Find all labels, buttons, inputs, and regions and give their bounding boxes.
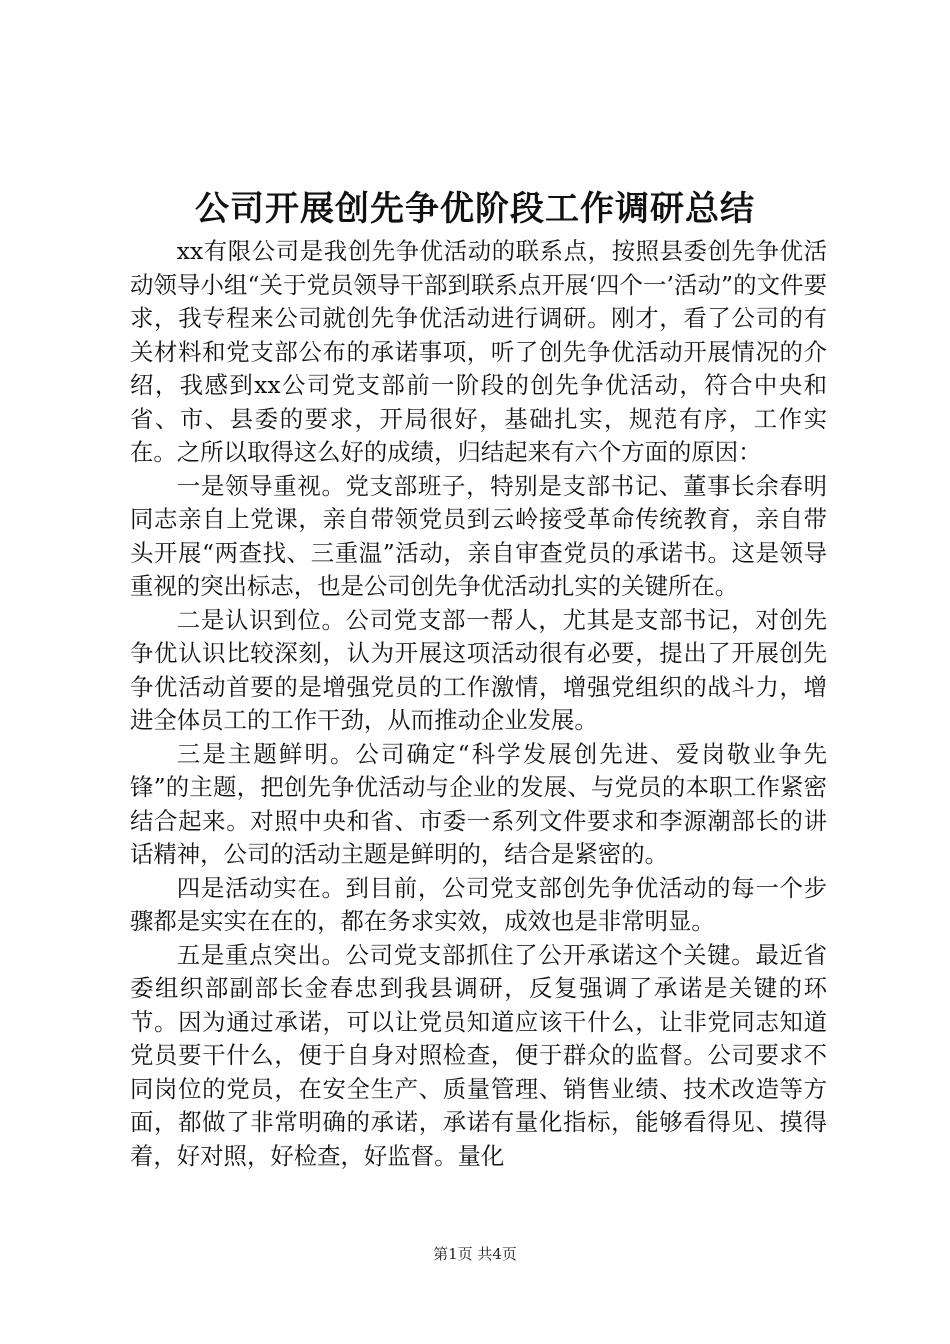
paragraph-point-1: 一是领导重视。党支部班子，特别是支部书记、董事长余春明同志亲自上党课，亲自带领党员到云岭接受革命传统教育，亲自带头开展“两查找、三重温”活动，亲自审查党员的承诺书。这是领导重视的突出标志，也是公司创先争优活动扎实的关键所在。 xyxy=(130,471,827,600)
document-title: 公司开展创先争优阶段工作调研总结 xyxy=(195,189,755,229)
document-body xyxy=(130,235,827,1173)
paragraph-point-2: 二是认识到位。公司党支部一帮人，尤其是支部书记，对创先争优认识比较深刻，认为开展这项活动很有必要，提出了开展创先争优活动首要的是增强党员的工作激情，增强党组织的战斗力，增进全体员工的工作干劲，从而推动企业发展。 xyxy=(130,605,827,734)
paragraph-point-5: 五是重点突出。公司党支部抓住了公开承诺这个关键。最近省委组织部副部长金春忠到我县调研，反复强调了承诺是关键的环节。因为通过承诺，可以让党员知道应该干什么，让非党同志知道党员要干什么，便于自身对照检查，便于群众的监督。公司要求不同岗位的党员，在安全生产、质量管理、销售业绩、技术改造等方面，都做了非常明确的承诺，承诺有量化指标，能够看得见、摸得着，好对照，好检查，好监督。量化 xyxy=(130,940,827,1170)
page-number-footer: 第1页 共4页 xyxy=(433,1245,517,1263)
paragraph-point-4: 四是活动实在。到目前，公司党支部创先争优活动的每一个步骤都是实实在在的，都在务求实效，成效也是非常明显。 xyxy=(130,873,827,935)
paragraph-point-3: 三是主题鲜明。公司确定“科学发展创先进、爱岗敬业争先锋”的主题，把创先争优活动与企业的发展、与党员的本职工作紧密结合起来。对照中央和省、市委一系列文件要求和李源潮部长的讲话精神，公司的活动主题是鲜明的，结合是紧密的。 xyxy=(130,739,827,868)
paragraph-intro: xx有限公司是我创先争优活动的联系点，按照县委创先争优活动领导小组“关于党员领导干部到联系点开展‘四个一’活动”的文件要求，我专程来公司就创先争优活动进行调研。刚才，看了公司的有关材料和党支部公布的承诺事项，听了创先争优活动开展情况的介绍，我感到xx公司党支部前一阶段的创先争优活动，符合中央和省、市、县委的要求，开局很好，基础扎实，规范有序，工作实在。之所以取得这么好的成绩，归结起来有六个方面的原因： xyxy=(130,237,827,466)
